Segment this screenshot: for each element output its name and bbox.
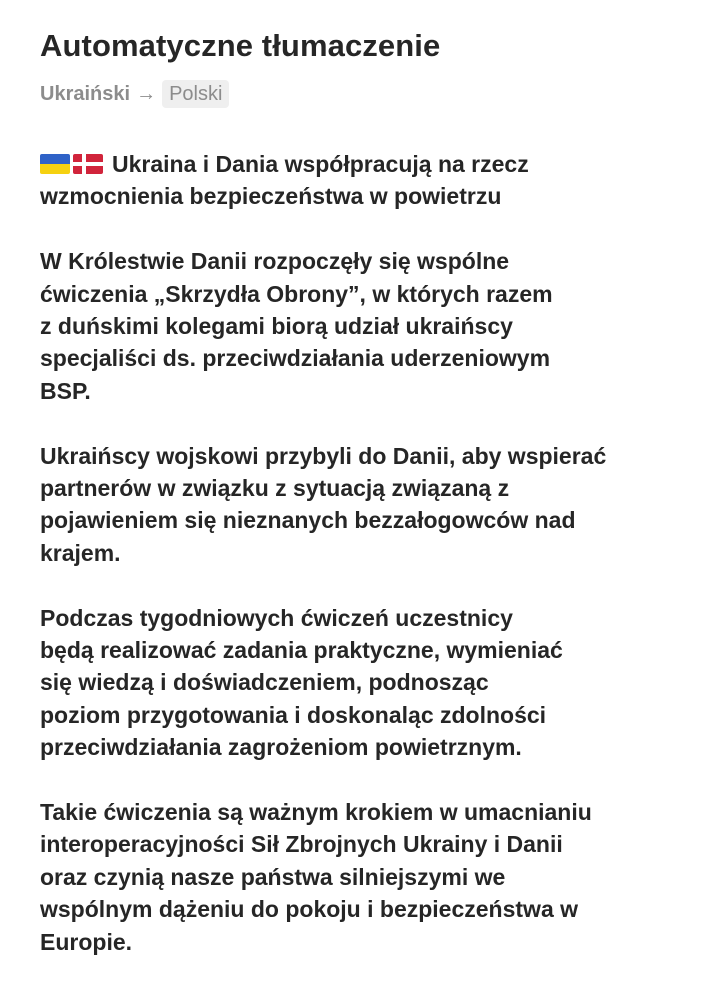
target-language[interactable]: Polski [162, 80, 229, 108]
text-line: partnerów w związku z sytuacją związaną z [40, 475, 510, 502]
language-selector [40, 80, 229, 108]
translated-text [40, 148, 700, 990]
headline-line-1: Ukraina i Dania współpracują na rzecz [40, 148, 700, 180]
ukraine-flag-icon [40, 154, 70, 174]
text-line: z duńskimi kolegami biorą udział ukraińscy [40, 313, 513, 340]
text-line: przeciwdziałania zagrożeniom powietrznym. [40, 734, 522, 761]
text-line: krajem. [40, 539, 121, 566]
paragraph-2 [40, 440, 700, 570]
panel-title: Automatyczne tłumaczenie [40, 28, 441, 63]
denmark-flag-icon [73, 154, 103, 174]
headline-line-2: wzmocnienia bezpieczeństwa w powietrzu [40, 183, 502, 210]
text-line: W Królestwie Danii rozpoczęły się wspólne [40, 248, 510, 275]
text-line: będą realizować zadania praktyczne, wymieniać [40, 637, 563, 664]
text-line: Takie ćwiczenia są ważnym krokiem w umacnianiu [40, 799, 592, 826]
text-line: interoperacyjności Sił Zbrojnych Ukrainy i Danii [40, 831, 563, 858]
arrow-right-icon: → [136, 83, 157, 105]
text-line: Europie. [40, 928, 133, 955]
source-language[interactable]: Ukraiński [40, 82, 131, 105]
text-line: ćwiczenia „Skrzydła Obrony”, w których razem [40, 280, 553, 307]
text-line: specjaliści ds. przeciwdziałania uderzeniowym [40, 345, 551, 372]
paragraph-1 [40, 245, 700, 407]
text-line: Podczas tygodniowych ćwiczeń uczestnicy [40, 604, 513, 631]
text-line: Ukraińscy wojskowi przybyli do Danii, aby wspierać [40, 442, 607, 469]
text-line: poziom przygotowania i doskonaląc zdolności [40, 701, 547, 728]
paragraph-4 [40, 796, 700, 958]
text-line: BSP. [40, 377, 91, 404]
text-line: się wiedzą i doświadczeniem, podnosząc [40, 669, 489, 696]
headline-paragraph [40, 148, 700, 213]
text-line: wspólnym dążeniu do pokoju i bezpieczeństwa w [40, 896, 579, 923]
text-line: pojawieniem się nieznanych bezzałogowców nad [40, 507, 576, 534]
paragraph-3 [40, 602, 700, 764]
text-line: oraz czynią nasze państwa silniejszymi we [40, 863, 506, 890]
